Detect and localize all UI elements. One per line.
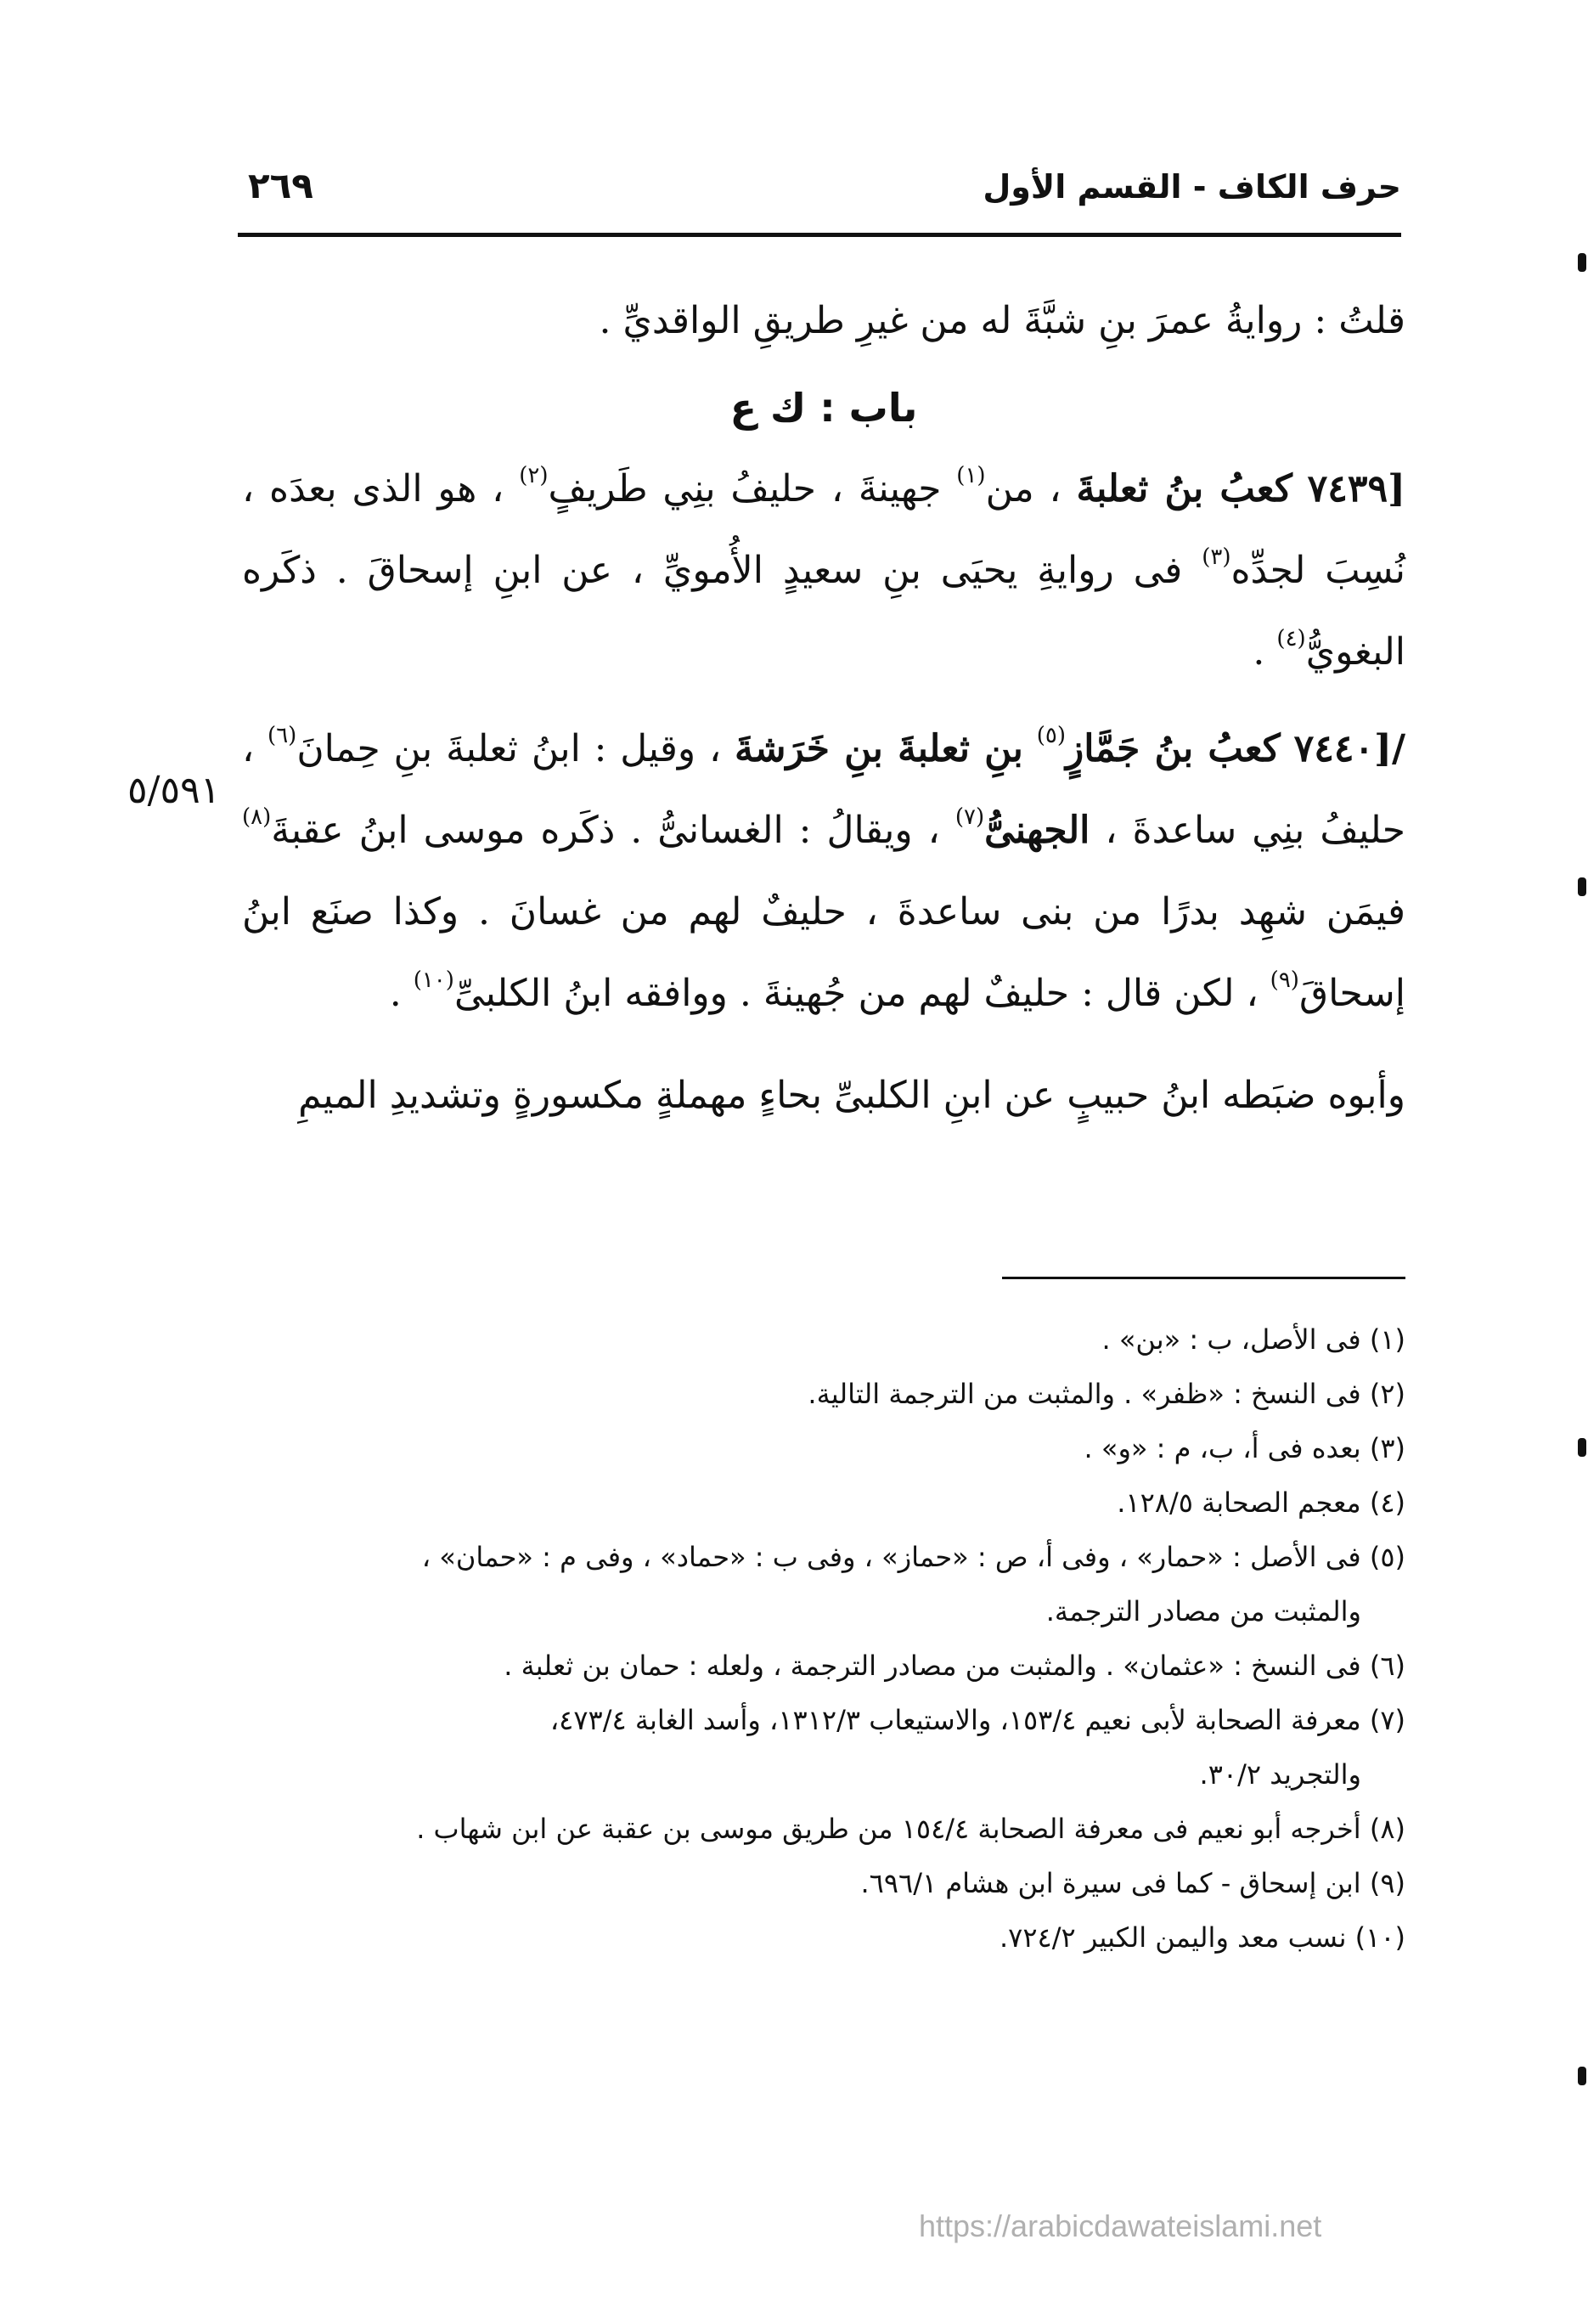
paragraph: وأبوه ضبَطه ابنُ حبيبٍ عن ابنِ الكلبىِّ بحاءٍ مهملةٍ مكسورةٍ وتشديدِ الميمِ (298, 1074, 1405, 1117)
entry-number: [٧٤٣٩ (1307, 467, 1405, 510)
entry-text: فى روايةِ يحيَى بنِ سعيدٍ الأُمويِّ ، عن ابنِ إسحاقَ . ذكَره البغويُّ (242, 549, 1405, 674)
footnote-ref: (٨) (242, 804, 272, 831)
entry-text: ، من (985, 467, 1061, 510)
footnote: (٣) بعده فى أ، ب، م : «و» . (1084, 1432, 1405, 1464)
entry-text: . (1253, 630, 1265, 674)
entry-text: . (389, 972, 402, 1015)
footnote: (٢) فى النسخ : «ظفر» . والمثبت من الترجمة التالية. (808, 1378, 1405, 1410)
running-header (238, 153, 1401, 229)
footnote: (٤) معجم الصحابة ١٢٨/٥. (1117, 1486, 1405, 1519)
chapter-heading: باب : ك ع (729, 385, 918, 431)
footnote: (١) فى الأصل، ب : «بن» . (1101, 1323, 1405, 1356)
scan-mark (1578, 253, 1586, 272)
footnote-ref: (٣) (1202, 544, 1231, 571)
footnote: (٨) أخرجه أبو نعيم فى معرفة الصحابة ١٥٤/٤ من طريق موسى بن عقبة عن ابن شهاب . (416, 1813, 1405, 1845)
footnote: (٦) فى النسخ : «عثمان» . والمثبت من مصادر الترجمة ، ولعله : حمان بن ثعلبة . (504, 1650, 1405, 1682)
scan-mark (1578, 2067, 1586, 2085)
footnotes (238, 1312, 1405, 1965)
footnote-rule (1002, 1277, 1405, 1279)
entry-name: كعبُ بنُ جَمَّازٍ (1066, 727, 1281, 770)
footnote-ref: (١) (956, 463, 986, 489)
footnote-ref: (٩) (1270, 967, 1299, 994)
footnote: (١٠) نسب معد واليمن الكبير ٧٢٤/٢. (999, 1921, 1405, 1954)
footnote-ref: (٥) (1036, 723, 1066, 749)
footnote-ref: (٤) (1276, 626, 1306, 652)
scan-mark (1578, 1438, 1586, 1457)
nisba: الجهنىُّ (984, 809, 1090, 852)
entry-7439 (242, 448, 1405, 693)
watermark: https://arabicdawateislami.net (919, 2208, 1322, 2243)
footnote: (٩) ابن إسحاق - كما فى سيرة ابن هشام ٦٩٦/١. (860, 1867, 1405, 1899)
page-number: ٢٦٩ (248, 165, 313, 206)
editor-note: قلتُ : روايةُ عمرَ بنِ شبَّةَ له من غيرِ طريقِ الواقديِّ . (599, 299, 1405, 342)
scan-mark (1578, 877, 1586, 896)
footnote-continuation: والمثبت من مصادر الترجمة. (1045, 1595, 1361, 1627)
header-rule (238, 233, 1401, 237)
entry-7440 (242, 708, 1405, 1035)
entry-text: ، ويقالُ : الغسانىُّ . ذكَره موسى ابنُ عقبةَ (271, 809, 940, 852)
entry-text: ، هو الذى بعدَه ، نُسِبَ لجدِّه (242, 467, 1405, 592)
footnote-continuation: والتجريد ٣٠/٢. (1199, 1758, 1361, 1791)
entry-text: ، حليفُ بنِي ساعدةَ ، (242, 727, 1405, 852)
entry-text: ، لكن قال : حليفٌ لهم من جُهينةَ . ووافقه ابنُ الكلبىِّ (453, 972, 1259, 1015)
entry-text: ، وقيل : ابنُ ثعلبةَ بنِ حِمانَ (296, 727, 722, 770)
footnote-ref: (١٠) (413, 967, 454, 994)
footnote: (٧) معرفة الصحابة لأبى نعيم ١٥٣/٤، والاستيعاب ١٣١٢/٣، وأسد الغابة ٤٧٣/٤، (549, 1704, 1405, 1736)
footnote-ref: (٧) (954, 804, 985, 831)
main-text (242, 280, 1405, 1137)
entry-number: /[٧٤٤٠ (1293, 727, 1406, 770)
footnote: (٥) فى الأصل : «حمار» ، وفى أ، ص : «حماز» ، وفى ب : «حماد» ، وفى م : «حمان» ، (421, 1541, 1405, 1573)
entry-name: كعبُ بنُ ثعلبةَ (1076, 467, 1292, 510)
entry-name-lineage: بنِ ثعلبةَ بنِ خَرَشةَ (735, 727, 1023, 770)
header-title: حرف الكاف - القسم الأول (983, 168, 1401, 206)
footnote-ref: (٢) (519, 463, 549, 489)
entry-text: جهينةَ ، حليفُ بنِي طَريفٍ (548, 467, 942, 510)
footnote-ref: (٦) (267, 723, 297, 749)
entry-text: فيمَن شهِد بدرًا من بنى ساعدةَ ، حليفٌ لهم من غسانَ . وكذا صنَع ابنُ إسحاقَ (242, 890, 1405, 1015)
margin-reference: ٥/٥٩١ (127, 769, 221, 812)
